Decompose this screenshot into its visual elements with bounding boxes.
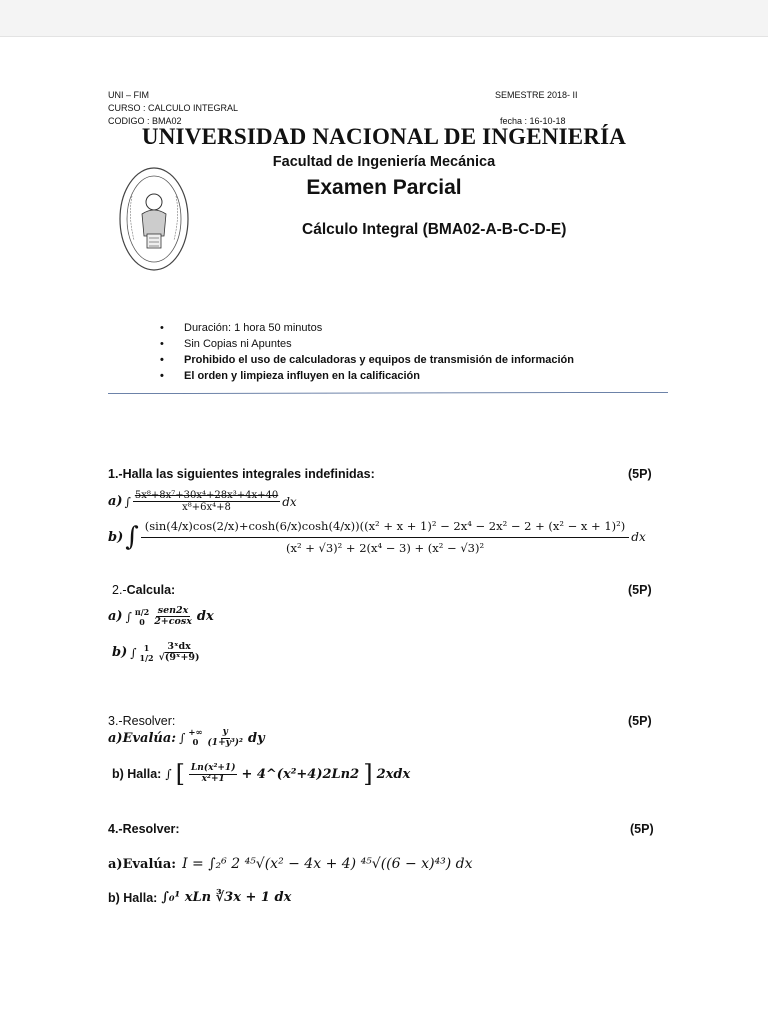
header-codigo: CODIGO : BMA02 [108,116,182,126]
expression-tail: 2xdx [376,766,411,782]
question-2-points: (5P) [628,583,652,597]
open-bracket: [ [175,760,185,788]
fraction [133,490,280,513]
lower-limit: 1/2 [139,652,154,663]
expression: I = ∫₂⁶ 2 ⁴⁵√(x² − 4x + 4) ⁴⁵√((6 − x)⁴³) dx [182,856,473,872]
question-1a [108,490,297,513]
header-curso: CURSO : CALCULO INTEGRAL [108,103,239,113]
denominator: (x² + √3)² + 2(x⁴ − 3) + (x² − √3)² [285,540,485,555]
lower-limit: 0 [192,738,199,749]
question-3-title: 3.-Resolver: [108,714,176,728]
question-1-points: (5P) [628,467,652,481]
question-4a [108,856,473,872]
header-semestre: SEMESTRE 2018- II [495,90,578,100]
question-4-points: (5P) [630,822,654,836]
fraction [152,606,194,628]
rule-item: • Sin Copias ni Apuntes [160,336,574,352]
question-3-points: (5P) [628,714,652,728]
fraction [189,764,238,785]
question-1-title: 1.-Halla las siguientes integrales indefinidas: [108,467,375,481]
upper-limit: 1 [143,642,150,653]
fraction [157,642,202,664]
denominator: (1+y³)² [207,737,243,748]
university-seal-icon [118,166,190,272]
fraction [141,516,629,558]
item-label: a) [108,494,123,509]
question-4-title: 4.-Resolver: [108,822,180,836]
question-1b [108,516,646,558]
rule-item: • El orden y limpieza influyen en la calificación [160,368,574,384]
differential: dx [196,609,214,625]
integral-limits [135,607,149,627]
numerator: sen2x [157,605,189,616]
fraction [206,728,245,749]
numerator: 5x⁸+8x⁷+30x⁴+28x³+4x+40 [134,490,279,501]
integral-sign: ∫ [130,645,137,660]
denominator: x²+1 [201,773,225,784]
integral-sign: ∫ [125,522,139,553]
separator-line [108,392,668,394]
faculty-title: Facultad de Ingeniería Mecánica [272,154,496,170]
denominator: x⁸+6x⁴+8 [182,502,231,513]
lower-limit: 0 [139,616,145,627]
differential: dy [247,730,265,746]
differential: dx [631,530,646,545]
integral-sign: ∫ [125,609,132,624]
header-fecha: fecha : 16-10-18 [500,116,566,126]
question-2-title [112,583,175,597]
numerator: Ln(x²+1) [190,762,236,773]
expression: + 4^(x²+4)2Ln2 [241,766,360,782]
question-2a [108,606,214,628]
integral-sign: ∫ [165,767,172,781]
question-2-number: 2.- [112,583,127,597]
item-label: b) Halla: [112,767,162,781]
rule-item: • Prohibido el uso de calculadoras y equipos de transmisión de información [160,352,574,368]
expression: ∫₀¹ xLn ∛3x + 1 dx [161,890,292,905]
university-title: UNIVERSIDAD NACIONAL DE INGENIERÍA [141,124,627,149]
item-label: b) [108,529,124,545]
numerator: y [222,727,228,737]
upper-limit: π/2 [134,606,150,617]
close-bracket: ] [363,760,373,788]
upper-limit: +∞ [188,728,203,739]
differential: dx [282,494,297,509]
item-label: b) Halla: [108,890,158,905]
question-3a [108,728,265,749]
course-title: Cálculo Integral (BMA02-A-B-C-D-E) [302,221,567,238]
item-label: a)Evalúa: [108,856,177,872]
question-3b [112,762,410,786]
denominator: √(9ˣ+9) [158,652,200,664]
denominator: 2+cosx [154,616,192,628]
header-uni: UNI – FIM [108,90,150,100]
rule-item: • Duración: 1 hora 50 minutos [160,320,574,336]
question-2b [112,642,202,664]
integral-limits [188,728,202,748]
numerator: (sin(4/x)cos(2/x)+cosh(6/x)cosh(4/x))((x² + x + 1)² − 2x⁴ − 2x² − 2 + (x² − x + 1)²) [141,516,629,538]
exam-rules [160,320,574,384]
integral-sign: ∫ [179,731,186,746]
question-2-label: Calcula: [126,583,176,597]
item-label: b) [112,645,128,661]
item-label: a)Evalúa: [108,730,177,746]
exam-title: Examen Parcial [306,176,462,199]
integral-limits [140,643,154,663]
numerator: 3ˣdx [167,641,191,652]
item-label: a) [108,609,123,625]
question-4b [108,890,291,905]
integral-sign: ∫ [124,494,131,509]
